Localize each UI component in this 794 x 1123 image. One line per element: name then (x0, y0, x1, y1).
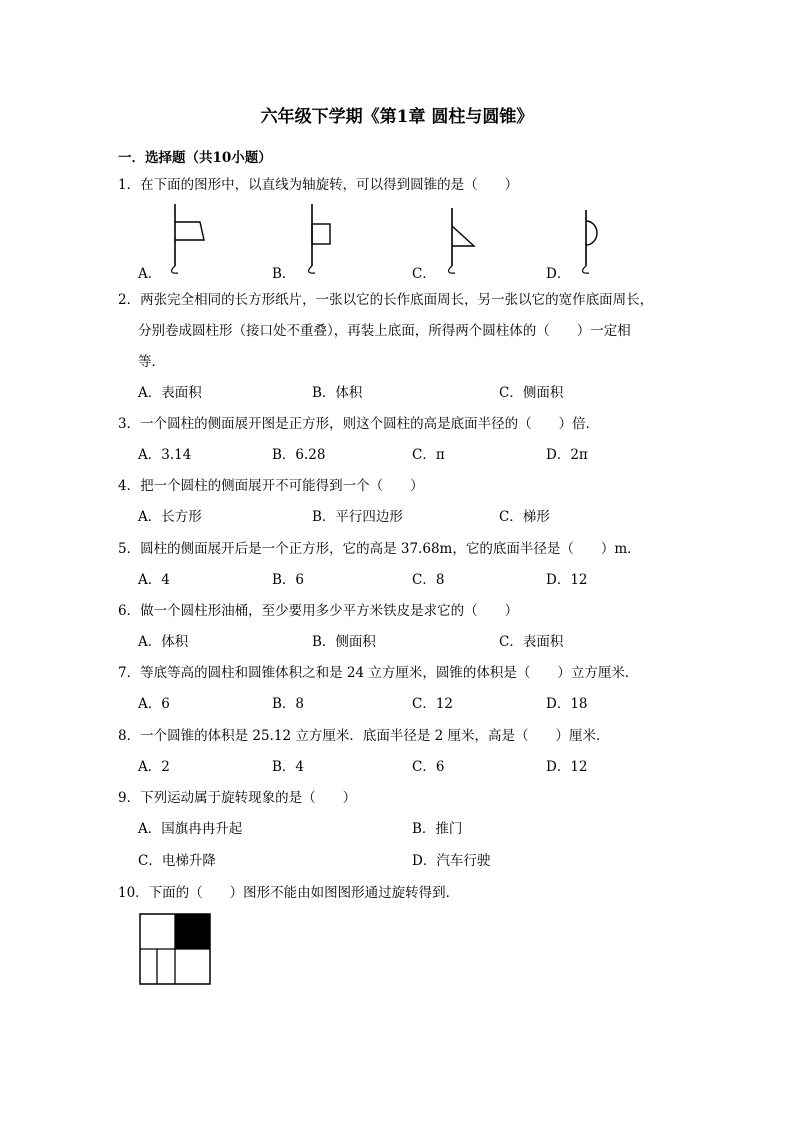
q7-option-d: D．18 (546, 696, 588, 712)
q9-option-a: A．国旗冉冉升起 (138, 821, 243, 837)
q3-option-c: C．π (412, 447, 445, 463)
question-2-line-3: 等． (138, 354, 165, 370)
question-2-line-2: 分别卷成圆柱形（接口处不重叠），再装上底面，所得两个圆柱体的（ ）一定相 (138, 323, 631, 339)
q5-option-c: C．8 (412, 572, 445, 588)
q9-option-d: D．汽车行驶 (412, 853, 491, 869)
q1-figure-c (436, 200, 496, 276)
q1-figure-d (570, 200, 630, 276)
section-heading: 一．选择题（共10小题） (118, 150, 272, 166)
q10-grid-figure (139, 913, 211, 985)
q8-option-c: C．6 (412, 759, 445, 775)
q5-option-a: A．4 (138, 572, 170, 588)
q7-option-c: C．12 (412, 696, 454, 712)
question-2-line-1: 2．两张完全相同的长方形纸片，一张以它的长作底面周长，另一张以它的宽作底面周长， (118, 292, 654, 308)
q8-option-a: A．2 (138, 759, 170, 775)
q1-option-d: D． (546, 266, 571, 282)
question-6: 6．做一个圆柱形油桶，至少要用多少平方米铁皮是求它的（ ） (118, 603, 519, 619)
q1-figure-b (296, 200, 356, 276)
q3-option-b: B．6.28 (272, 447, 326, 463)
question-5: 5．圆柱的侧面展开后是一个正方形，它的高是 37.68m，它的底面半径是（ ）m． (118, 541, 641, 557)
question-4: 4．把一个圆柱的侧面展开不可能得到一个（ ） (118, 478, 424, 494)
q4-option-a: A．长方形 (138, 509, 202, 525)
q2-option-c: C．侧面积 (499, 385, 564, 401)
question-10: 10．下面的（ ）图形不能由如图图形通过旋转得到． (118, 885, 460, 901)
q6-option-b: B．侧面积 (312, 634, 376, 650)
q7-option-a: A．6 (138, 696, 170, 712)
q5-option-d: D．12 (546, 572, 588, 588)
q7-option-b: B．8 (272, 696, 305, 712)
q2-option-a: A．表面积 (138, 385, 202, 401)
q4-option-c: C．梯形 (499, 509, 550, 525)
q1-option-a: A． (138, 266, 162, 282)
q8-option-b: B．4 (272, 759, 305, 775)
q1-figure-a (160, 200, 220, 276)
question-8: 8．一个圆锥的体积是 25.12 立方厘米．底面半径是 2 厘米，高是（ ）厘米． (118, 728, 610, 744)
q2-option-b: B．体积 (312, 385, 363, 401)
q5-option-b: B．6 (272, 572, 305, 588)
q3-option-a: A．3.14 (138, 447, 192, 463)
q1-option-c: C． (412, 266, 436, 282)
q1-option-b: B． (272, 266, 296, 282)
page-title: 六年级下学期《第1章 圆柱与圆锥》 (260, 107, 534, 127)
q6-option-a: A．体积 (138, 634, 189, 650)
question-1: 1．在下面的图形中，以直线为轴旋转，可以得到圆锥的是（ ） (118, 177, 519, 193)
q3-option-d: D．2π (546, 447, 588, 463)
question-7: 7．等底等高的圆柱和圆锥体积之和是 24 立方厘米，圆锥的体积是（ ）立方厘米． (118, 665, 639, 681)
q6-option-c: C．表面积 (499, 634, 564, 650)
q4-option-b: B．平行四边形 (312, 509, 403, 525)
q9-option-c: C．电梯升降 (138, 853, 216, 869)
q8-option-d: D．12 (546, 759, 588, 775)
q9-option-b: B．推门 (412, 821, 463, 837)
question-9: 9．下列运动属于旋转现象的是（ ） (118, 790, 357, 806)
question-3: 3．一个圆柱的侧面展开图是正方形，则这个圆柱的高是底面半径的（ ）倍． (118, 416, 600, 432)
